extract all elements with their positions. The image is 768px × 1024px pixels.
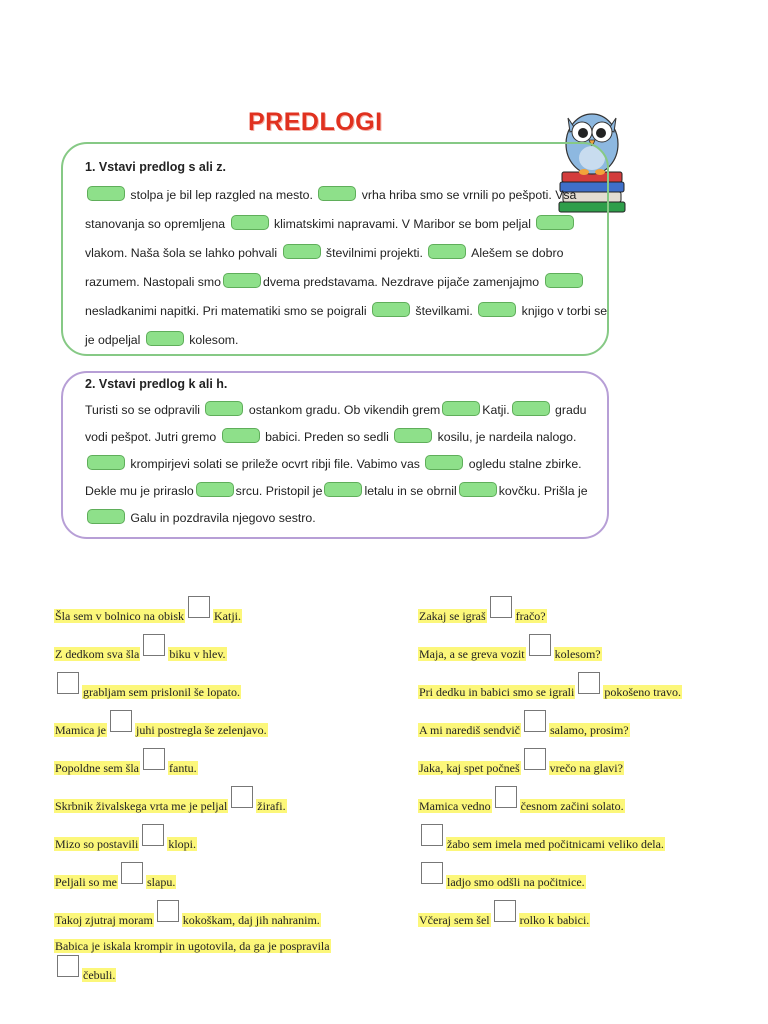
answer-box[interactable] — [494, 900, 516, 922]
sentence-start: Popoldne sem šla — [55, 761, 139, 775]
sentence-start: Z dedkom sva šla — [55, 647, 140, 661]
sentence-segment: knjigo v torbi se je odpeljal — [85, 304, 608, 347]
answer-gap[interactable] — [87, 509, 125, 524]
sentence-end: pokošeno travo. — [604, 685, 681, 699]
answer-box[interactable] — [188, 596, 210, 618]
sentence-segment: krompirjevi solati se prileže ocvrt ribji file. Vabimo vas — [130, 457, 420, 471]
answer-box[interactable] — [421, 824, 443, 846]
exercise-item — [418, 824, 718, 853]
sentence-segment: številkami. — [415, 304, 473, 318]
answer-box[interactable] — [421, 862, 443, 884]
sentence-segment: vlakom. Naša šola se lahko pohvali — [85, 246, 278, 260]
sentence-segment: ostankom gradu. Ob vikendih grem — [248, 403, 441, 417]
exercise-item — [418, 900, 718, 929]
answer-gap[interactable] — [428, 244, 466, 259]
sentence-segment: vrha hriba smo se vrnili po pešpoti. Vsa stanovanja so opremljena — [85, 188, 577, 231]
sentence-segment: Alešem se dobro razumem. Nastopali smo — [85, 246, 564, 289]
sentence-start: Mamica je — [55, 723, 106, 737]
answer-box[interactable] — [143, 748, 165, 770]
answer-box[interactable] — [231, 786, 253, 808]
sentence-start: Mamica vedno — [419, 799, 491, 813]
sentence-segment: kolesom. — [189, 333, 239, 347]
exercise-item — [418, 748, 718, 777]
answer-box[interactable] — [495, 786, 517, 808]
answer-gap[interactable] — [394, 428, 432, 443]
sentence-segment: stolpa je bil lep razgled na mesto. — [130, 188, 313, 202]
sentence-end: kolesom? — [554, 647, 601, 661]
sentence-start: Takoj zjutraj moram — [55, 913, 153, 927]
exercise-item — [54, 748, 354, 777]
sentence-end: biku v hlev. — [169, 647, 226, 661]
answer-gap[interactable] — [324, 482, 362, 497]
answer-gap[interactable] — [196, 482, 234, 497]
answer-gap[interactable] — [222, 428, 260, 443]
sentence-start: Babica je iskala krompir in ugotovila, da ga je pospravila — [55, 939, 330, 953]
sentence-segment: kosilu, je nardeila nalogo. — [437, 430, 577, 444]
sentence-start: Zakaj se igraš — [419, 609, 486, 623]
sentence-end: grabljam sem prislonil še lopato. — [83, 685, 240, 699]
answer-gap[interactable] — [478, 302, 516, 317]
sentence-start: Jaka, kaj spet počneš — [419, 761, 520, 775]
answer-gap[interactable] — [536, 215, 574, 230]
sentence-start: Šla sem v bolnico na obisk — [55, 609, 184, 623]
sentence-start: Pri dedku in babici smo se igrali — [419, 685, 575, 699]
exercise-item — [54, 824, 354, 853]
sentence-end: juhi postregla še zelenjavo. — [135, 723, 267, 737]
answer-box[interactable] — [524, 748, 546, 770]
answer-box[interactable] — [57, 955, 79, 977]
exercise-2-heading: 2. Vstavi predlog k ali h. — [85, 377, 228, 391]
sentence-end: rolko k babici. — [519, 913, 590, 927]
sentence-end: fantu. — [169, 761, 197, 775]
sentence-end: žirafi. — [257, 799, 286, 813]
sentence-start: Peljali so me — [55, 875, 117, 889]
page-title: PREDLOGI — [248, 108, 383, 136]
exercise-item — [54, 786, 354, 815]
sentence-segment: srcu. Pristopil je — [235, 484, 323, 498]
exercise-item — [418, 672, 718, 701]
exercise-2-box — [61, 371, 609, 539]
sentence-start: Mizo so postavili — [55, 837, 139, 851]
sentence-start: Maja, a se greva vozit — [419, 647, 525, 661]
exercise-item — [54, 596, 354, 625]
sentence-segment: številnimi projekti. — [325, 246, 423, 260]
sentence-segment: letalu in se obrnil — [364, 484, 457, 498]
answer-gap[interactable] — [146, 331, 184, 346]
sentence-end: žabo sem imela med počitnicami veliko dela. — [447, 837, 664, 851]
answer-gap[interactable] — [231, 215, 269, 230]
sentence-end: slapu. — [147, 875, 176, 889]
answer-gap[interactable] — [87, 455, 125, 470]
answer-gap[interactable] — [442, 401, 480, 416]
exercise-item — [54, 634, 354, 663]
sentence-segment: ogledu stalne zbirke. Dekle mu je priraslo — [85, 457, 582, 498]
answer-box[interactable] — [110, 710, 132, 732]
sentence-end: česnom začini solato. — [520, 799, 624, 813]
answer-gap[interactable] — [205, 401, 243, 416]
exercise-item — [418, 786, 718, 815]
right-exercise-column — [418, 596, 718, 938]
answer-gap[interactable] — [425, 455, 463, 470]
left-exercise-column — [54, 596, 354, 993]
exercise-item — [418, 862, 718, 891]
exercise-1-heading: 1. Vstavi predlog s ali z. — [85, 160, 227, 174]
answer-gap[interactable] — [318, 186, 356, 201]
answer-box[interactable] — [157, 900, 179, 922]
sentence-segment: Turisti so se odpravili — [85, 403, 201, 417]
answer-box[interactable] — [524, 710, 546, 732]
sentence-segment: gradu vodi pešpot. Jutri gremo — [85, 403, 587, 444]
answer-gap[interactable] — [372, 302, 410, 317]
sentence-end: Katji. — [214, 609, 241, 623]
answer-box[interactable] — [143, 634, 165, 656]
answer-box[interactable] — [578, 672, 600, 694]
answer-gap[interactable] — [223, 273, 261, 288]
exercise-item — [54, 710, 354, 739]
answer-box[interactable] — [57, 672, 79, 694]
sentence-start: Včeraj sem šel — [419, 913, 490, 927]
answer-box[interactable] — [121, 862, 143, 884]
exercise-2-text — [85, 397, 609, 532]
exercise-item — [54, 938, 354, 984]
sentence-segment: Katji. — [482, 403, 510, 417]
sentence-start: A mi narediš sendvič — [419, 723, 520, 737]
sentence-segment: babici. Preden so sedli — [265, 430, 389, 444]
answer-gap[interactable] — [283, 244, 321, 259]
exercise-item — [54, 862, 354, 891]
sentence-end: klopi. — [168, 837, 197, 851]
answer-gap[interactable] — [545, 273, 583, 288]
answer-box[interactable] — [142, 824, 164, 846]
sentence-end: salamo, prosim? — [549, 723, 629, 737]
exercise-item — [418, 596, 718, 625]
exercise-item — [54, 900, 354, 929]
sentence-segment: klimatskimi napravami. V Maribor se bom peljal — [273, 217, 531, 231]
sentence-end: fračo? — [515, 609, 546, 623]
sentence-end: čebuli. — [83, 968, 116, 982]
exercise-item — [418, 634, 718, 663]
sentence-segment: Galu in pozdravila njegovo sestro. — [130, 511, 316, 525]
answer-gap[interactable] — [512, 401, 550, 416]
sentence-end: ladjo smo odšli na počitnice. — [447, 875, 585, 889]
answer-gap[interactable] — [87, 186, 125, 201]
answer-gap[interactable] — [459, 482, 497, 497]
exercise-item — [418, 710, 718, 739]
sentence-segment: kovčku. Prišla je — [498, 484, 588, 498]
sentence-segment: nesladkanimi napitki. Pri matematiki smo se poigrali — [85, 304, 367, 318]
exercise-item — [54, 672, 354, 701]
sentence-segment: dvema predstavama. Nezdrave pijače zamenjajmo — [263, 275, 540, 289]
sentence-start: Skrbnik živalskega vrta me je peljal — [55, 799, 228, 813]
exercise-1-box — [61, 142, 609, 356]
exercise-1-text — [85, 181, 609, 355]
sentence-end: kokoškam, daj jih nahranim. — [182, 913, 320, 927]
sentence-end: vrečo na glavi? — [549, 761, 623, 775]
answer-box[interactable] — [490, 596, 512, 618]
answer-box[interactable] — [529, 634, 551, 656]
